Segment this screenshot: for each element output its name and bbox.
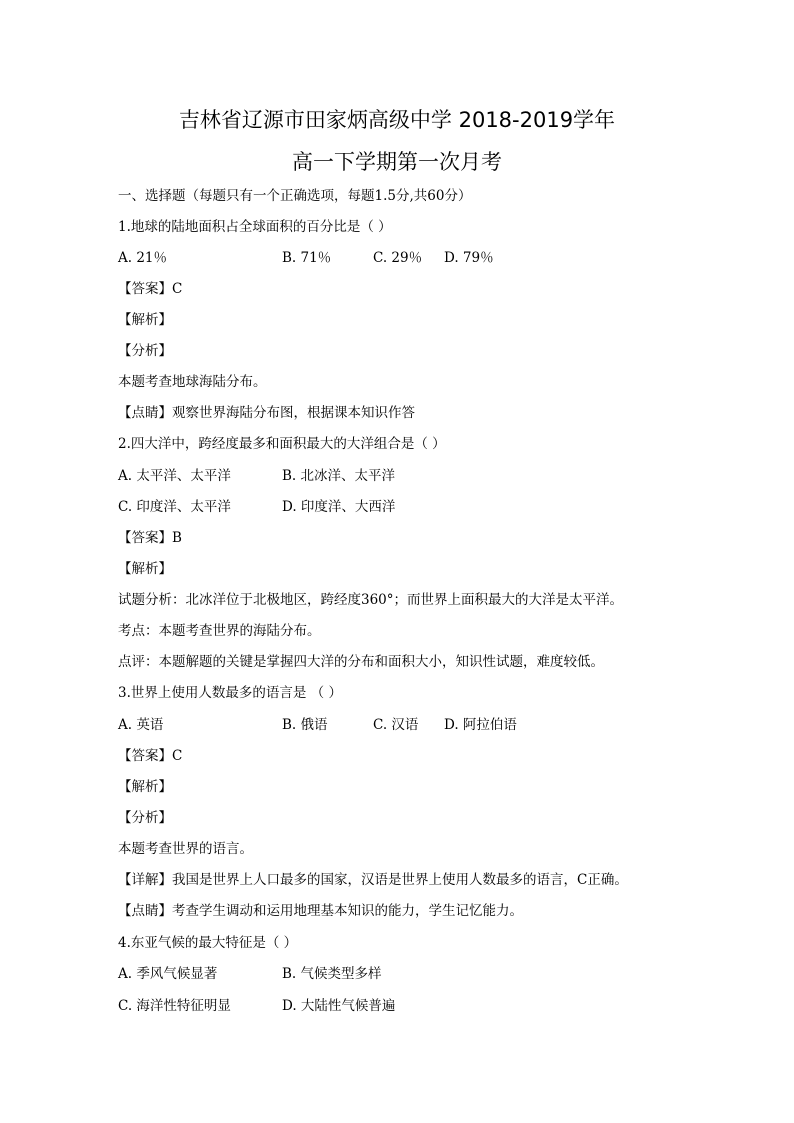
q2-option-c: C. 印度洋、太平洋 [118, 499, 231, 515]
q4-option-c: C. 海洋性特征明显 [118, 998, 231, 1014]
q3-fenxi-text: 本题考查世界的语言。 [118, 841, 253, 857]
q3-answer: 【答案】C [118, 748, 183, 764]
q2-jiexi: 【解析】 [118, 561, 172, 577]
q1-option-c: C. 29％ [373, 250, 423, 266]
exam-title: 吉林省辽源市田家炳高级中学 2018-2019学年 [178, 108, 616, 132]
q3-option-d: D. 阿拉伯语 [444, 717, 517, 733]
q3-option-b: B. 俄语 [282, 717, 328, 733]
q4-option-a: A. 季风气候显著 [118, 966, 218, 982]
q2-answer: 【答案】B [118, 530, 182, 546]
q1-option-a: A. 21％ [118, 250, 168, 266]
q2-analysis: 试题分析：北冰洋位于北极地区，跨经度360°；而世界上面积最大的大洋是太平洋。 [118, 592, 624, 608]
q3-fenxi: 【分析】 [118, 810, 172, 826]
q3-dianjing: 【点睛】考查学生调动和运用地理基本知识的能力，学生记忆能力。 [118, 903, 523, 919]
q1-option-d: D. 79％ [444, 250, 494, 266]
q2-option-a: A. 太平洋、太平洋 [118, 468, 231, 484]
q4-option-b: B. 气候类型多样 [282, 966, 382, 982]
q2-kaodian: 考点：本题考查世界的海陆分布。 [118, 623, 321, 639]
question-1: 1.地球的陆地面积占全球面积的百分比是（ ） [118, 219, 392, 235]
q3-option-a: A. 英语 [118, 717, 164, 733]
question-4: 4.东亚气候的最大特征是（ ） [118, 935, 298, 951]
q3-jiexi: 【解析】 [118, 779, 172, 795]
q2-option-d: D. 印度洋、大西洋 [282, 499, 396, 515]
q2-option-b: B. 北冰洋、太平洋 [282, 468, 396, 484]
q3-option-c: C. 汉语 [373, 717, 419, 733]
question-2: 2.四大洋中，跨经度最多和面积最大的大洋组合是（ ） [118, 436, 446, 452]
q2-dianping: 点评：本题解题的关键是掌握四大洋的分布和面积大小，知识性试题，难度较低。 [118, 654, 604, 670]
exam-subtitle: 高一下学期第一次月考 [292, 150, 502, 174]
q1-dianjing: 【点睛】观察世界海陆分布图，根据课本知识作答 [118, 405, 415, 421]
q1-jiexi: 【解析】 [118, 312, 172, 328]
q1-fenxi-text: 本题考查地球海陆分布。 [118, 374, 267, 390]
q1-fenxi: 【分析】 [118, 343, 172, 359]
q1-option-b: B. 71％ [282, 250, 332, 266]
q4-option-d: D. 大陆性气候普遍 [282, 998, 396, 1014]
section-heading: 一、选择题（每题只有一个正确选项，每题1.5分,共60分） [118, 188, 472, 204]
question-3: 3.世界上使用人数最多的语言是 （ ） [118, 685, 342, 701]
q3-xiangjie: 【详解】我国是世界上人口最多的国家，汉语是世界上使用人数最多的语言，C正确。 [118, 872, 628, 888]
q1-answer: 【答案】C [118, 281, 183, 297]
